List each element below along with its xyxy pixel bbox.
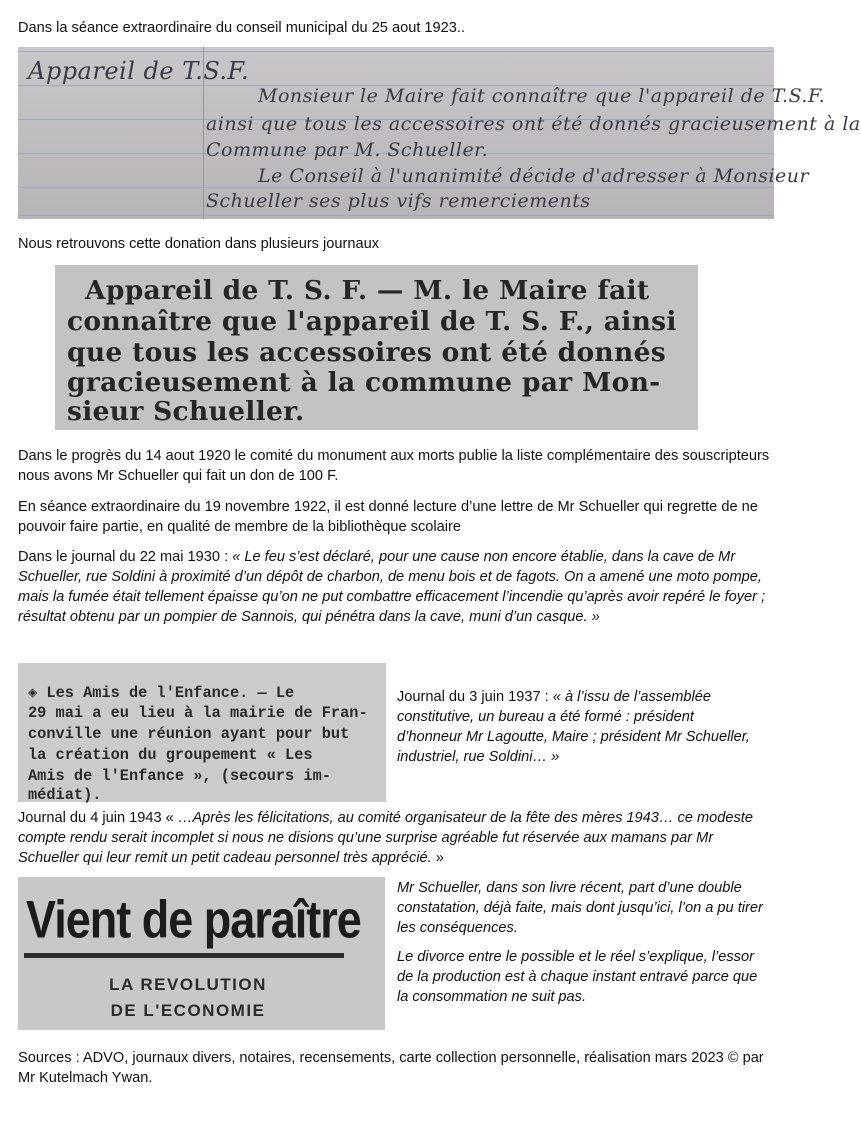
clipping-line: gracieusement à la commune par Mon- (67, 367, 661, 398)
clipping-headline: Vient de paraître (26, 889, 361, 950)
handwritten-register-image (18, 47, 861, 219)
paragraph-1922: En séance extraordinaire du 19 novembre 1922, il est donné lecture d’une lettre de Mr Schueller qui regrette de ne pouvoir faire partie, en qualité de membre de la bibliothèque scolaire (18, 499, 758, 535)
register-line: Monsieur le Maire fait connaître que l'appareil de T.S.F. (258, 85, 826, 107)
paragraph-1930-intro: Dans le journal du 22 mai 1930 : (18, 549, 233, 565)
clipping-line: connaître que l'appareil de T. S. F., ainsi (67, 306, 677, 337)
paragraph-1943 (18, 808, 776, 868)
register-line: ainsi que tous les accessoires ont été donnés gracieusement à la (206, 113, 861, 135)
paragraph-1930-quote: « Le feu s’est déclaré, pour une cause non encore établie, dans la cave de Mr Schueller, rue Soldini à proximité d’un dépôt de charbon, de menu bois et de fagots. On a amené une moto pompe, mais la fumée était tellement épaisse qu’on ne put combattre efficacement l’incendie qu’après avoir repéré le foyer ; résultat obtenu par un pompier de Sannois, qui pénétra dans la cave, muni d’un casque. » (18, 549, 766, 625)
register-line: Appareil de T.S.F. (28, 57, 250, 85)
paragraph-1930 (18, 547, 776, 627)
clipping-line: 29 mai a eu lieu à la mairie de Fran- (28, 704, 368, 722)
clipping-subtitle: LA REVOLUTION (109, 975, 267, 994)
clipping-line: que tous les accessoires ont été donnés (67, 337, 666, 368)
intro-newspapers: Nous retrouvons cette donation dans plusieurs journaux (18, 236, 380, 252)
sources-footer: Sources : ADVO, journaux divers, notaires, recensements, carte collection personnelle, réalisation mars 2023 © par Mr Kutelmach Ywan. (18, 1050, 764, 1086)
newspaper-clipping-book-announcement (18, 877, 385, 1030)
clipping-divider (24, 953, 344, 958)
paragraph-1920: Dans le progrès du 14 aout 1920 le comité du monument aux morts publie la liste complémentaire des souscripteurs nous avons Mr Schueller qui fait un don de 100 F. (18, 448, 770, 484)
paragraph-1937-intro: Journal du 3 juin 1937 : (397, 689, 553, 705)
register-line: Le Conseil à l'unanimité décide d'adresser à Monsieur (258, 165, 810, 187)
clipping-line: conville une réunion ayant pour but (28, 725, 350, 743)
clipping-line: sieur Schueller. (67, 396, 305, 427)
book-quote-1: Mr Schueller, dans son livre récent, part d’une double constatation, déjà faite, mais dont jusqu’ici, l’on a pu tirer les conséquences. (397, 880, 763, 936)
paragraph-1937 (397, 687, 757, 767)
paragraph-1937-quote: « à l’issu de l’assemblée constitutive, un bureau a été formé : président d’honneur Mr Lagoutte, Maire ; président Mr Schueller, industriel, rue Soldini… » (397, 689, 750, 765)
clipping-line: médiat). (28, 786, 102, 804)
clipping-subtitle: DE L'ECONOMIE (110, 1001, 266, 1020)
intro-council-session: Dans la séance extraordinaire du conseil municipal du 25 aout 1923.. (18, 20, 466, 36)
clipping-line: la création du groupement « Les (28, 746, 313, 764)
paragraph-1943-intro: Journal du 4 juin 1943 « (18, 810, 178, 826)
clipping-line: Appareil de T. S. F. — M. le Maire fait (85, 275, 650, 306)
clipping-line: Amis de l'Enfance », (secours im- (28, 767, 331, 785)
newspaper-clipping-amis-enfance (18, 663, 386, 802)
paragraph-1943-quote: …Après les félicitations, au comité organisateur de la fête des mères 1943… ce modeste compte rendu serait incomplet si nous ne disions qu’une surprise agréable fut réservée aux mamans par Mr Schueller qui leur remit un petit cadeau personnel très apprécié. (18, 810, 753, 866)
newspaper-clipping-tsf (55, 265, 698, 430)
register-line: Schueller ses plus vifs remerciements (206, 190, 591, 212)
paragraph-1943-end: » (431, 850, 444, 866)
clipping-line: ◈ Les Amis de l'Enfance. — Le (28, 684, 295, 702)
register-line: Commune par M. Schueller. (206, 139, 489, 161)
book-quote-2: Le divorce entre le possible et le réel s’explique, l’essor de la production est à chaque instant entravé parce que la consommation ne suit pas. (397, 949, 758, 1005)
